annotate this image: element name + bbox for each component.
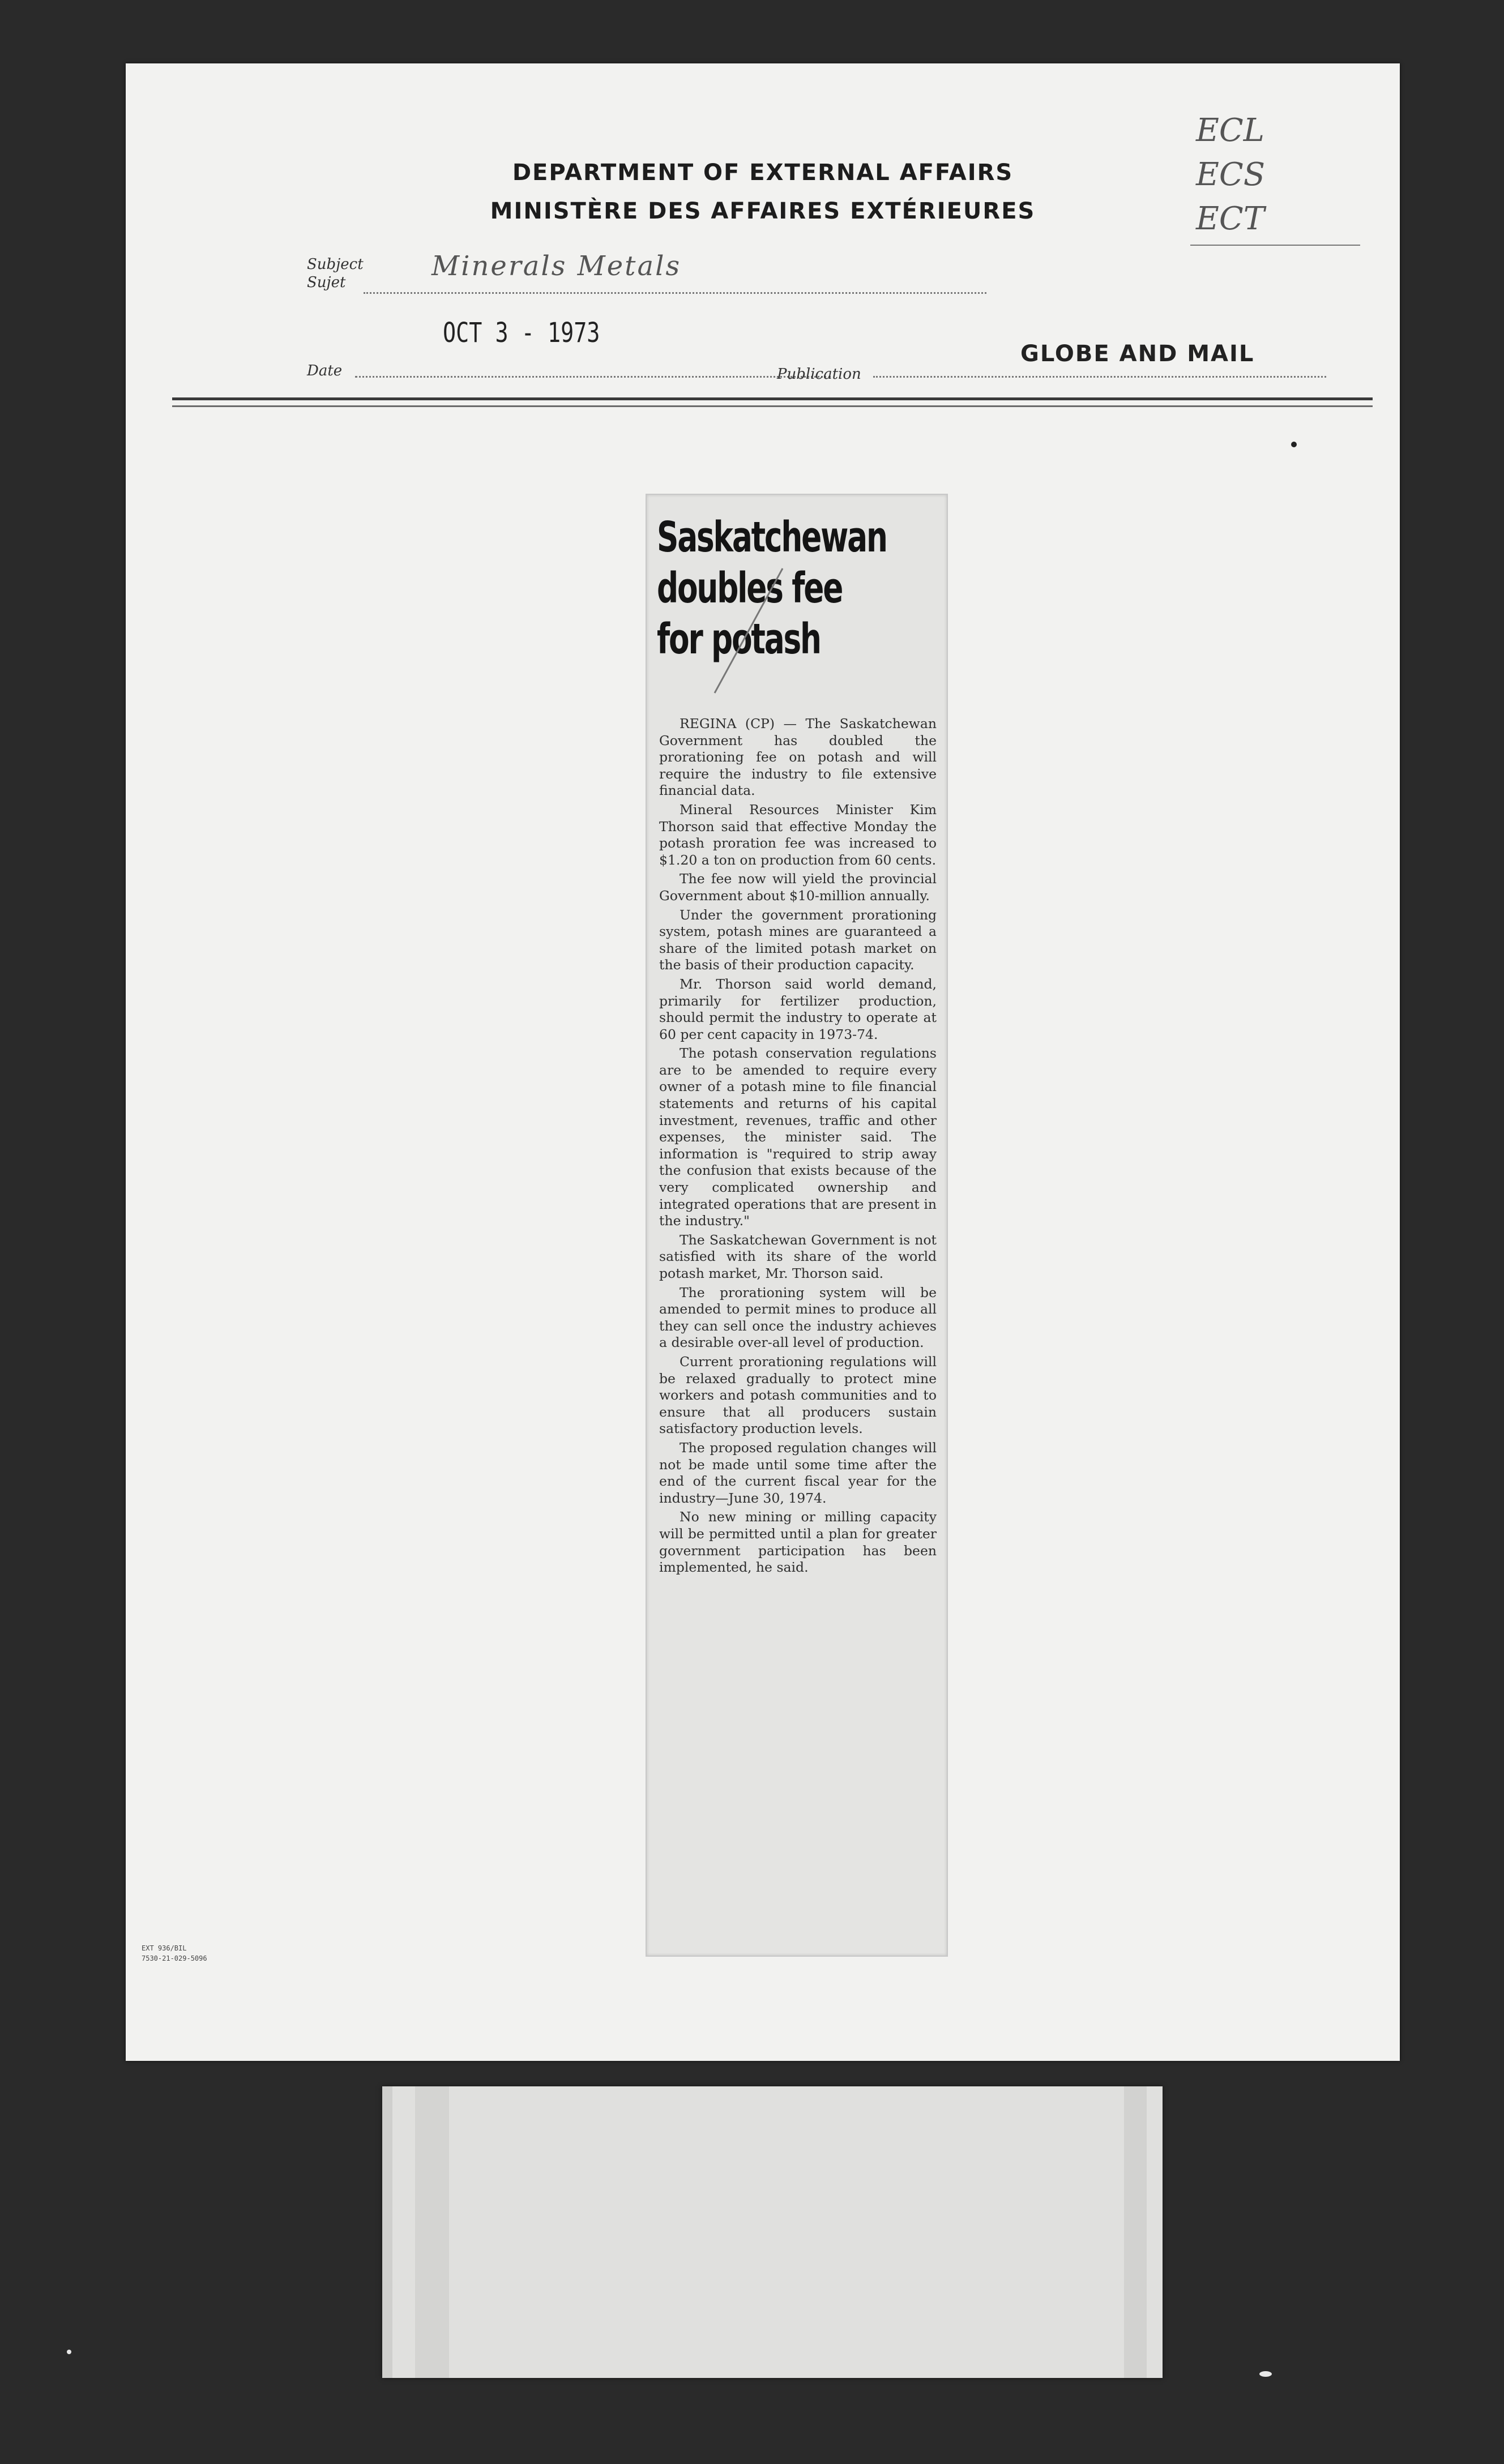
article-body [659,716,937,1578]
article-paragraph: REGINA (CP) — The Saskatchewan Government has doubled the prorationing fee on potash and will require the industry to file extensive financial data. [659,716,937,799]
article-paragraph: The proposed regulation changes will not be made until some time after the end of the current fiscal year for the industry—June 30, 1974. [659,1439,937,1506]
initial-line: ECS [1196,156,1266,193]
scan-speck [1259,2371,1272,2377]
headline-line: for potash [657,615,821,664]
initial-line: ECL [1196,112,1264,149]
card-fold [415,2086,449,2378]
clipping-form-sheet [126,63,1400,2061]
subject-handwritten: Minerals Metals [431,250,682,282]
article-paragraph: The fee now will yield the provincial Government about $10-million annually. [659,871,937,904]
card-fold [1124,2086,1147,2378]
date-stamp: OCT 3 - 1973 [443,317,600,349]
publication-label: Publication [777,366,861,383]
newspaper-clipping [646,494,948,1957]
article-paragraph: Mr. Thorson said world demand, primarily for fertilizer production, should permit the industry to operate at 60 per cent capacity in 1973-74. [659,976,937,1042]
handwritten-initials [1196,109,1366,241]
article-paragraph: No new mining or milling capacity will be permitted until a plan for greater government participation has been implemented, he said. [659,1509,937,1576]
article-paragraph: The potash conservation regulations are to be amended to require every owner of a potash mine to file financial statements and returns of his capital investment, revenues, traffic and other expenses, the minister said. The information is "required to strip away the confusion that exists because of the very complicated ownership and integrated operations that are present in the industry." [659,1045,937,1229]
headline-line: Saskatchewan [657,513,887,562]
date-label: Date [307,362,343,379]
pencil-check-mark [647,495,947,733]
department-title-en: DEPARTMENT OF EXTERNAL AFFAIRS [512,160,1014,186]
hole-punch-mark [1291,442,1297,447]
publication-stamp: GLOBE AND MAIL [1020,341,1255,367]
underlying-card [382,2086,1163,2378]
date-line [355,376,831,378]
scan-speck [67,2350,71,2354]
initial-line: ECT [1196,200,1265,237]
article-paragraph: Current prorationing regulations will be relaxed gradually to protect mine workers and potash communities and to ensure that all producers sustain satisfactory production levels. [659,1353,937,1437]
headline-line: doubles fee [657,564,843,613]
form-code-line: EXT 936/BIL [142,1944,187,1952]
form-number [142,1943,207,1964]
header-rule-thin [172,405,1373,407]
article-paragraph: The Saskatchewan Government is not satisfied with its share of the world potash market, Mr. Thorson said. [659,1231,937,1281]
form-code-line: 7530-21-029-5096 [142,1954,207,1962]
subject-line [364,292,986,294]
subject-label: Subject [307,256,364,273]
publication-line [873,376,1326,378]
initials-underline [1190,245,1360,246]
header-rule [172,397,1373,400]
article-paragraph: Under the government prorationing system, potash mines are guaranteed a share of the limited potash market on the basis of their production capacity. [659,906,937,973]
subject-label-fr: Sujet [307,274,346,291]
article-paragraph: Mineral Resources Minister Kim Thorson said that effective Monday the potash proration fee was increased to $1.20 a ton on production from 60 cents. [659,801,937,868]
article-paragraph: The prorationing system will be amended to permit mines to produce all they can sell once the industry achieves a desirable over-all level of production. [659,1284,937,1351]
department-title-fr: MINISTÈRE DES AFFAIRES EXTÉRIEURES [490,198,1036,224]
